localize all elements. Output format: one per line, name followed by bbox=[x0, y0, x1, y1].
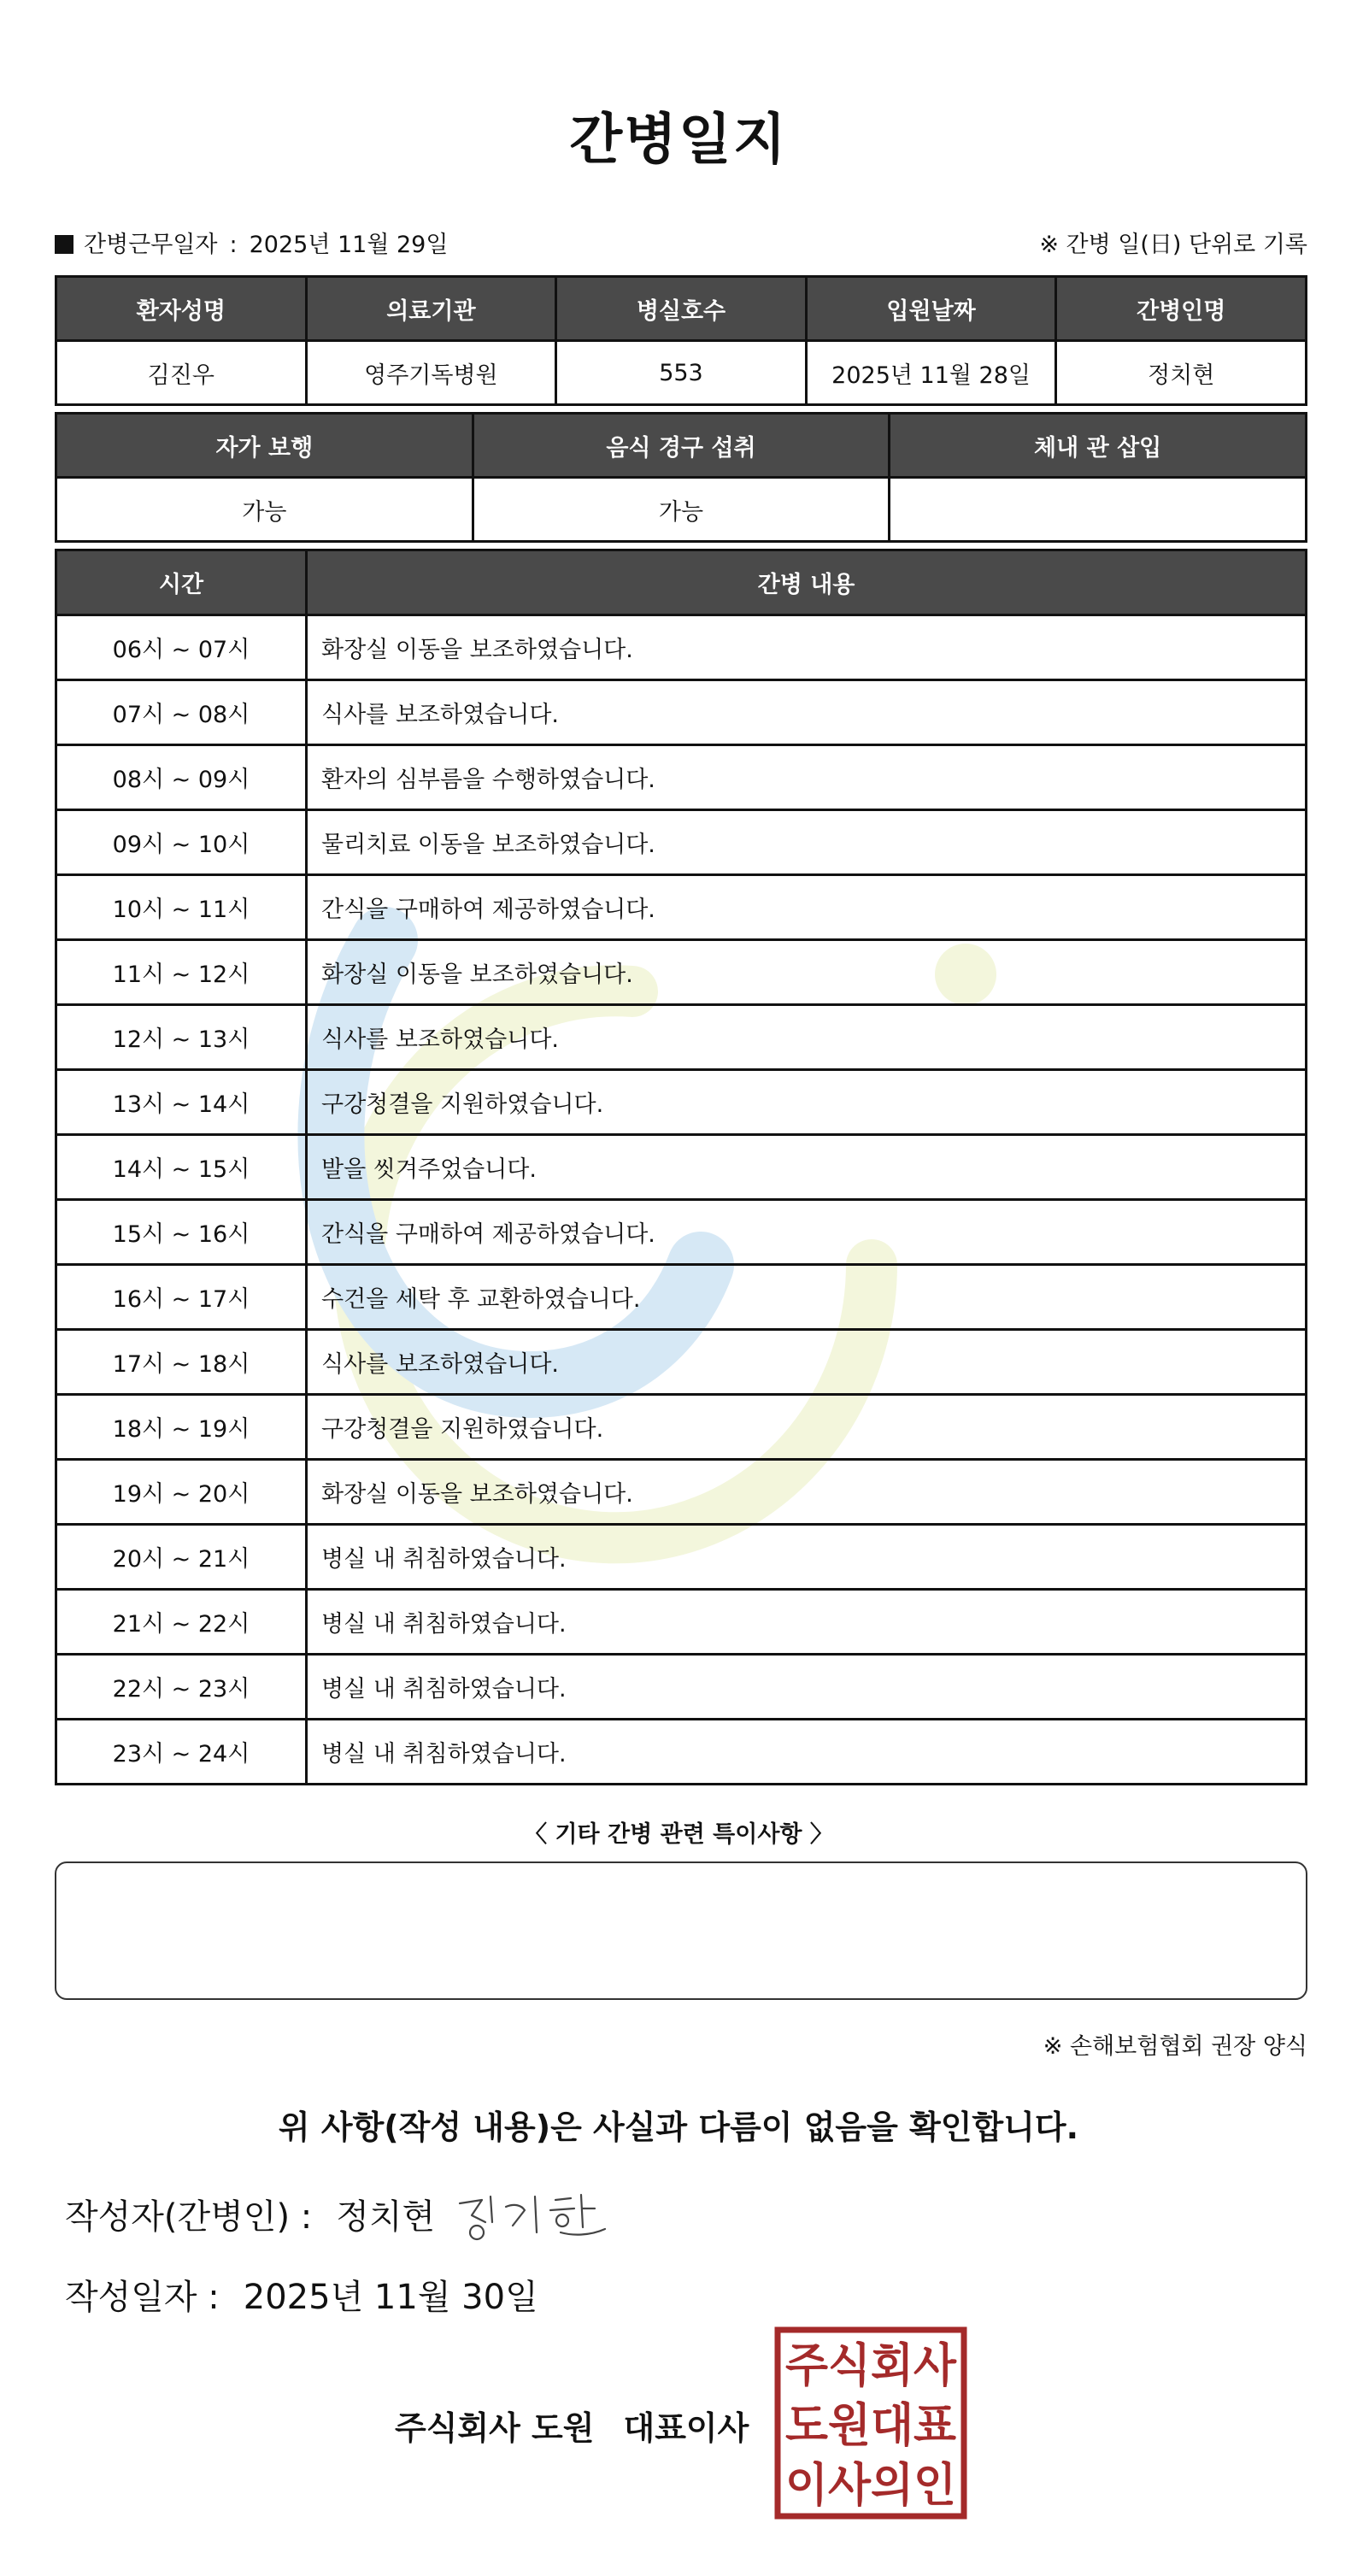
care-log-body bbox=[56, 615, 1307, 1785]
care-time: 20시 ~ 21시 bbox=[56, 1525, 307, 1590]
seal-line-3: 이사의인 bbox=[785, 2458, 956, 2512]
special-notes-title: 〈 기타 간병 관련 특이사항 〉 bbox=[524, 1821, 833, 1848]
care-content: 물리치료 이동을 보조하였습니다. bbox=[307, 810, 1307, 875]
care-log-row bbox=[56, 1720, 1307, 1785]
care-content: 식사를 보조하였습니다. bbox=[307, 680, 1307, 745]
header-oral-intake: 음식 경구 섭취 bbox=[473, 414, 890, 478]
caregiver-name: 정치현 bbox=[1056, 341, 1307, 405]
care-log-row bbox=[56, 1135, 1307, 1200]
care-content: 간식을 구매하여 제공하였습니다. bbox=[307, 875, 1307, 940]
company-seal-stamp bbox=[774, 2326, 967, 2520]
oral-intake: 가능 bbox=[473, 478, 890, 542]
company-signature-line bbox=[395, 2402, 749, 2449]
care-log-row bbox=[56, 745, 1307, 810]
institution: 영주기독병원 bbox=[306, 341, 556, 405]
care-time: 06시 ~ 07시 bbox=[56, 615, 307, 680]
care-content: 식사를 보조하였습니다. bbox=[307, 1005, 1307, 1070]
care-log-row bbox=[56, 875, 1307, 940]
care-content: 식사를 보조하였습니다. bbox=[307, 1330, 1307, 1395]
record-note: ※ 간병 일(日) 단위로 기록 bbox=[1039, 232, 1307, 258]
patient-name: 김진우 bbox=[56, 341, 307, 405]
care-content: 병실 내 취침하였습니다. bbox=[307, 1590, 1307, 1655]
room-number: 553 bbox=[556, 341, 807, 405]
self-walking: 가능 bbox=[56, 478, 473, 542]
writer-label: 작성자(간병인) : bbox=[65, 2197, 313, 2237]
header-care-content: 간병 내용 bbox=[307, 550, 1307, 615]
header-caregiver-name: 간병인명 bbox=[1056, 277, 1307, 341]
care-content: 병실 내 취침하였습니다. bbox=[307, 1525, 1307, 1590]
writer-name: 정치현 bbox=[336, 2197, 436, 2237]
status-header-row bbox=[56, 414, 1307, 478]
care-content: 수건을 세탁 후 교환하였습니다. bbox=[307, 1265, 1307, 1330]
company-name: 주식회사 도원 bbox=[395, 2409, 595, 2447]
care-time: 13시 ~ 14시 bbox=[56, 1070, 307, 1135]
patient-value-row bbox=[56, 341, 1307, 405]
seal-line-1: 주식회사 bbox=[785, 2338, 957, 2392]
care-time: 11시 ~ 12시 bbox=[56, 940, 307, 1005]
care-log-row bbox=[56, 1330, 1307, 1395]
special-notes-box bbox=[55, 1861, 1307, 2000]
care-content: 구강청결을 지원하였습니다. bbox=[307, 1395, 1307, 1460]
written-date-row bbox=[65, 2270, 538, 2319]
care-log-row bbox=[56, 680, 1307, 745]
care-log-row bbox=[56, 1070, 1307, 1135]
header-time: 시간 bbox=[56, 550, 307, 615]
care-log-row bbox=[56, 1590, 1307, 1655]
work-date-row bbox=[55, 226, 1307, 260]
care-content: 환자의 심부름을 수행하였습니다. bbox=[307, 745, 1307, 810]
written-date-label: 작성일자 : bbox=[65, 2278, 220, 2317]
care-time: 23시 ~ 24시 bbox=[56, 1720, 307, 1785]
work-date-label: 간병근무일자 bbox=[84, 232, 218, 258]
care-content: 화장실 이동을 보조하였습니다. bbox=[307, 940, 1307, 1005]
care-log-row bbox=[56, 1460, 1307, 1525]
header-self-walking: 자가 보행 bbox=[56, 414, 473, 478]
care-time: 09시 ~ 10시 bbox=[56, 810, 307, 875]
care-time: 18시 ~ 19시 bbox=[56, 1395, 307, 1460]
work-date-separator: : bbox=[229, 232, 238, 258]
status-value-row bbox=[56, 478, 1307, 542]
work-date bbox=[55, 226, 448, 259]
handwritten-signature bbox=[453, 2188, 615, 2248]
care-time: 14시 ~ 15시 bbox=[56, 1135, 307, 1200]
work-date-value: 2025년 11월 29일 bbox=[249, 232, 449, 258]
care-log-row bbox=[56, 1200, 1307, 1265]
tube-insertion bbox=[890, 478, 1307, 542]
square-bullet-icon bbox=[55, 235, 73, 254]
care-log-row bbox=[56, 1525, 1307, 1590]
writer-row bbox=[65, 2190, 435, 2238]
care-time: 16시 ~ 17시 bbox=[56, 1265, 307, 1330]
header-patient-name: 환자성명 bbox=[56, 277, 307, 341]
care-log-row bbox=[56, 1265, 1307, 1330]
header-admission-date: 입원날짜 bbox=[806, 277, 1056, 341]
confirmation-statement: 위 사항(작성 내용)은 사실과 다름이 없음을 확인합니다. bbox=[278, 2108, 1079, 2146]
care-log-row bbox=[56, 1005, 1307, 1070]
care-log-row bbox=[56, 940, 1307, 1005]
page-title: 간병일지 bbox=[569, 109, 788, 172]
care-content: 병실 내 취침하였습니다. bbox=[307, 1655, 1307, 1720]
admission-date: 2025년 11월 28일 bbox=[806, 341, 1056, 405]
care-log-row bbox=[56, 1395, 1307, 1460]
care-content: 화장실 이동을 보조하였습니다. bbox=[307, 1460, 1307, 1525]
patient-status-table bbox=[55, 412, 1307, 543]
care-content: 병실 내 취침하였습니다. bbox=[307, 1720, 1307, 1785]
care-content: 화장실 이동을 보조하였습니다. bbox=[307, 615, 1307, 680]
care-content: 구강청결을 지원하였습니다. bbox=[307, 1070, 1307, 1135]
care-log-row bbox=[56, 615, 1307, 680]
care-time: 10시 ~ 11시 bbox=[56, 875, 307, 940]
header-room-number: 병실호수 bbox=[556, 277, 807, 341]
recommendation-note: ※ 손해보험협회 권장 양식 bbox=[1043, 2033, 1307, 2060]
care-time: 12시 ~ 13시 bbox=[56, 1005, 307, 1070]
patient-info-table bbox=[55, 275, 1307, 406]
care-time: 22시 ~ 23시 bbox=[56, 1655, 307, 1720]
patient-header-row bbox=[56, 277, 1307, 341]
care-content: 간식을 구매하여 제공하였습니다. bbox=[307, 1200, 1307, 1265]
header-institution: 의료기관 bbox=[306, 277, 556, 341]
care-time: 08시 ~ 09시 bbox=[56, 745, 307, 810]
care-time: 15시 ~ 16시 bbox=[56, 1200, 307, 1265]
header-tube-insertion: 체내 관 삽입 bbox=[890, 414, 1307, 478]
care-log-table bbox=[55, 549, 1307, 1785]
care-time: 07시 ~ 08시 bbox=[56, 680, 307, 745]
care-header-row bbox=[56, 550, 1307, 615]
care-time: 21시 ~ 22시 bbox=[56, 1590, 307, 1655]
seal-line-2: 도원대표 bbox=[785, 2398, 956, 2452]
care-time: 17시 ~ 18시 bbox=[56, 1330, 307, 1395]
care-log-row bbox=[56, 1655, 1307, 1720]
ceo-title: 대표이사 bbox=[623, 2409, 749, 2447]
care-time: 19시 ~ 20시 bbox=[56, 1460, 307, 1525]
written-date-value: 2025년 11월 30일 bbox=[243, 2278, 538, 2317]
care-log-row bbox=[56, 810, 1307, 875]
care-content: 발을 씻겨주었습니다. bbox=[307, 1135, 1307, 1200]
